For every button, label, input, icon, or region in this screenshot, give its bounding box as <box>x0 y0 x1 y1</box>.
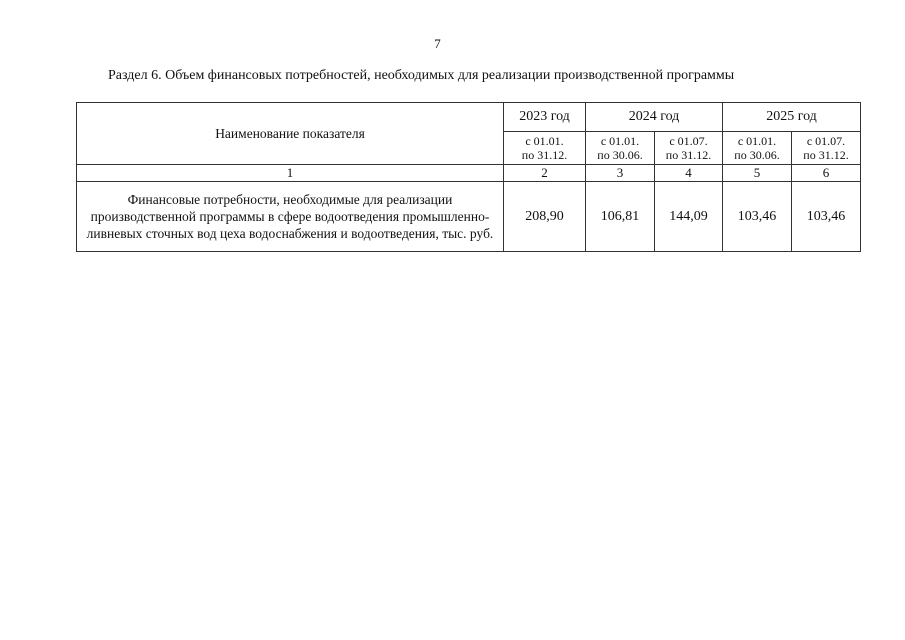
period-header <box>586 132 655 165</box>
financial-needs-table <box>76 102 861 252</box>
period-to: по 31.12. <box>665 148 712 162</box>
row-label: Финансовые потребности, необходимые для реализации производственной программы в сфере водоотведения промышленно-ливневых сточных вод цеха водоснабжения и водоотведения, тыс. руб. <box>77 182 504 252</box>
page-number: 7 <box>434 36 441 51</box>
period-from: с 01.07. <box>669 134 708 148</box>
year-header-2023: 2023 год <box>504 103 586 132</box>
period-to: по 30.06. <box>734 148 780 162</box>
column-number: 6 <box>792 165 861 182</box>
period-from: с 01.01. <box>525 134 564 148</box>
value-cell: 144,09 <box>655 182 723 252</box>
period-to: по 31.12. <box>521 148 568 162</box>
column-number: 1 <box>77 165 504 182</box>
value-cell: 106,81 <box>586 182 655 252</box>
table-header-row <box>77 103 861 132</box>
period-header <box>655 132 723 165</box>
period-from: с 01.07. <box>806 134 846 148</box>
period-to: по 31.12. <box>803 148 849 162</box>
column-number: 3 <box>586 165 655 182</box>
value-cell: 208,90 <box>504 182 586 252</box>
column-number: 4 <box>655 165 723 182</box>
column-number: 5 <box>723 165 792 182</box>
period-to: по 30.06. <box>597 148 643 162</box>
year-header-2025: 2025 год <box>723 103 861 132</box>
column-number-row <box>77 165 861 182</box>
section-title: Раздел 6. Объем финансовых потребностей, необходимых для реализации производственной программы <box>108 68 735 83</box>
value-cell: 103,46 <box>792 182 861 252</box>
period-header <box>504 132 586 165</box>
indicator-name-header: Наименование показателя <box>77 103 504 165</box>
year-header-2024: 2024 год <box>586 103 723 132</box>
period-from: с 01.01. <box>600 134 640 148</box>
value-cell: 103,46 <box>723 182 792 252</box>
period-header <box>792 132 861 165</box>
period-from: с 01.01. <box>737 134 777 148</box>
column-number: 2 <box>504 165 586 182</box>
table-row <box>77 182 861 252</box>
period-header <box>723 132 792 165</box>
